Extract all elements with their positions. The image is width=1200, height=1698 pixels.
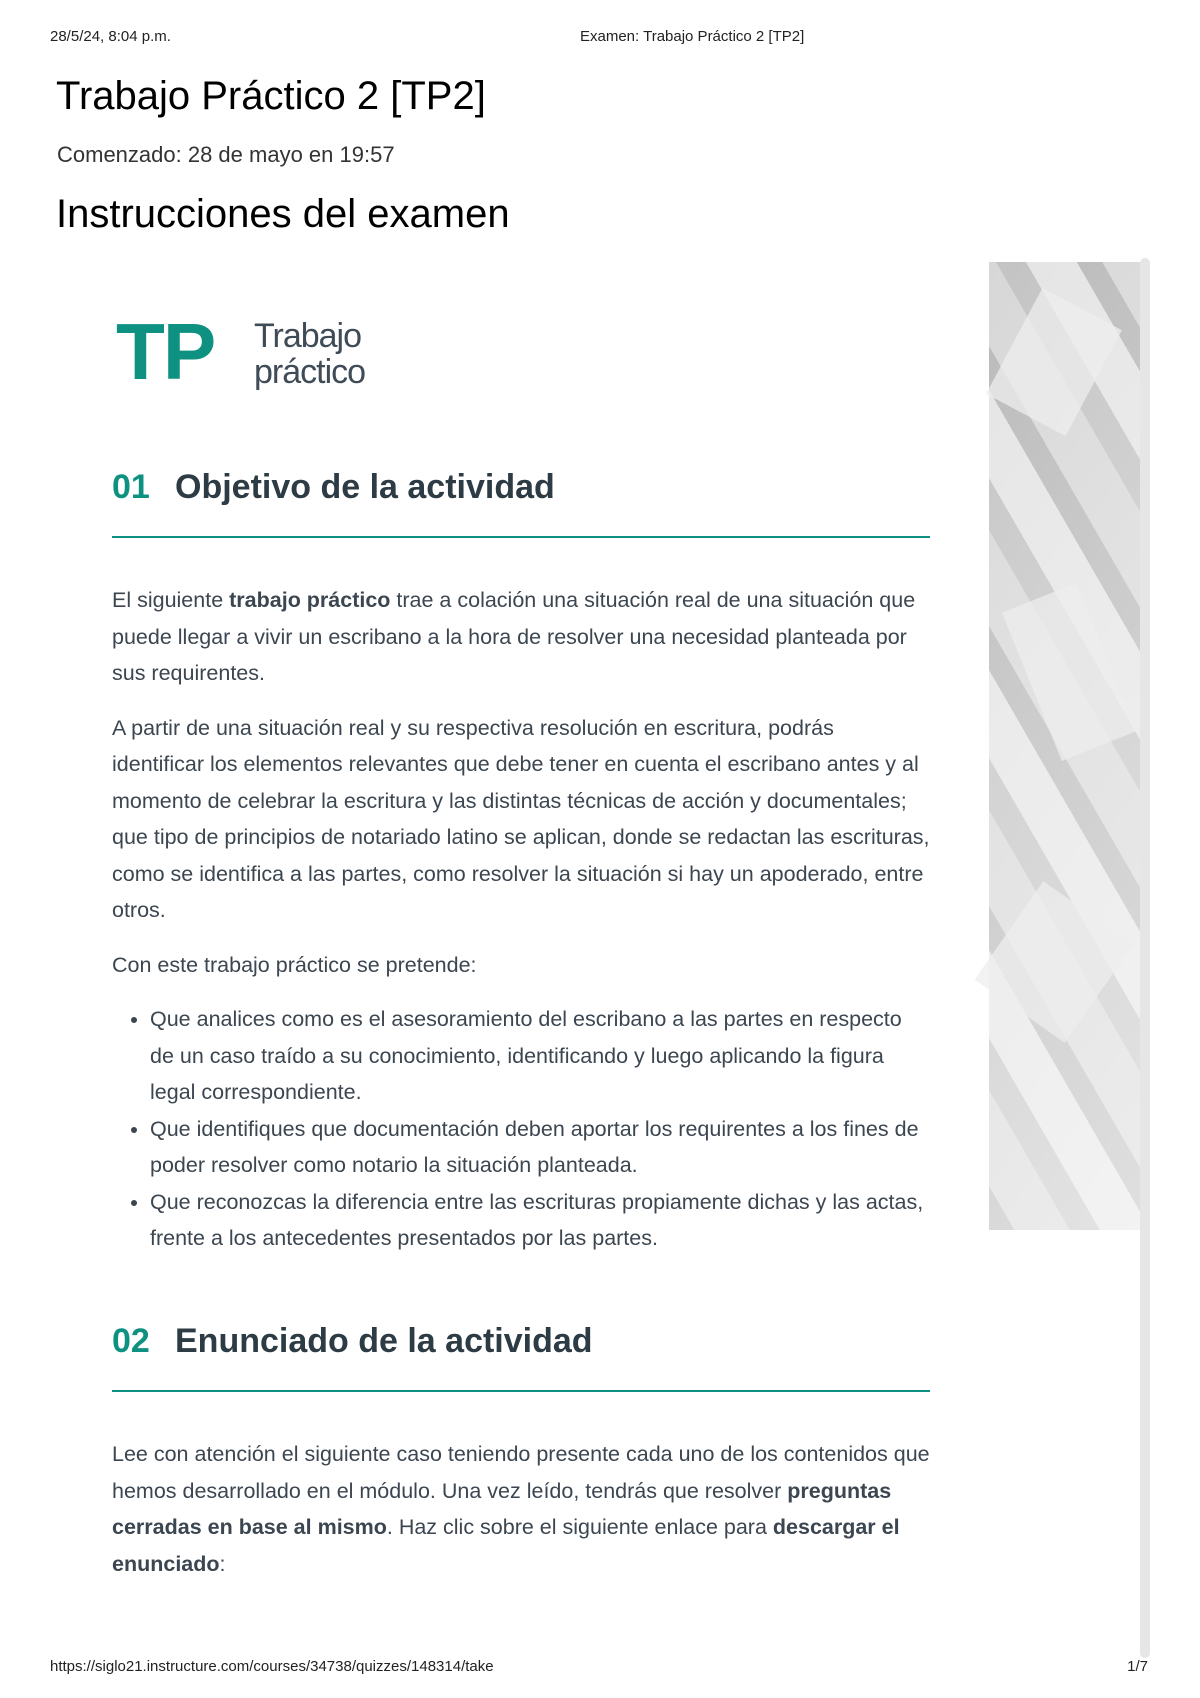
section-statement <box>112 1316 930 1582</box>
section-number: 02 <box>112 1322 150 1360</box>
print-header <box>50 28 1150 48</box>
decorative-side-image <box>989 262 1140 1230</box>
scrollbar[interactable] <box>1140 258 1150 1658</box>
list-item: • Que analices como es el asesoramiento del escribano a las partes en respecto de un caso traído a su conocimiento, identificando y luego aplicando la figura legal correspondiente. <box>150 1001 930 1111</box>
list-item: • Que reconozcas la diferencia entre las escrituras propiamente dichas y las actas, frente a los antecedentes presentados por las partes. <box>150 1184 930 1257</box>
started-timestamp: Comenzado: 28 de mayo en 19:57 <box>57 142 395 167</box>
instructions-heading: Instrucciones del examen <box>56 192 510 236</box>
section-title: Enunciado de la actividad <box>175 1322 593 1360</box>
section-title: Objetivo de la actividad <box>175 468 555 506</box>
print-date: 28/5/24, 8:04 p.m. <box>50 28 171 45</box>
section-number: 01 <box>112 468 150 506</box>
section-objective <box>112 462 930 1257</box>
list-item: • Que identifiques que documentación deben aportar los requirentes a los fines de poder resolver como notario la situación planteada. <box>150 1111 930 1184</box>
page-number: 1/7 <box>1127 1658 1148 1675</box>
objective-paragraph-1: El siguiente trabajo práctico trae a colación una situación real de una situación que puede llegar a vivir un escribano a la hora de resolver una necesidad planteada por sus requirentes. <box>112 588 916 685</box>
objective-list <box>112 1001 930 1257</box>
bold-text: preguntas cerradas en base al mismo <box>112 1478 892 1539</box>
side-image-shape <box>986 288 1122 436</box>
side-image-shape <box>1002 583 1136 761</box>
quiz-title: Trabajo Práctico 2 [TP2] <box>56 74 486 118</box>
page-url: https://siglo21.instructure.com/courses/34738/quizzes/148314/take <box>50 1658 494 1675</box>
section-header <box>112 462 930 538</box>
download-statement-link[interactable]: descargar el enunciado <box>112 1515 900 1576</box>
tp-logo-word-line1: Trabajo <box>254 317 362 355</box>
tp-logo-word-line2: práctico <box>254 353 366 391</box>
tp-logo-wordmark <box>254 318 365 390</box>
objective-paragraph-2: A partir de una situación real y su respectiva resolución en escritura, podrás identificar los elementos relevantes que debe tener en cuenta el escribano antes y al momento de celebrar la escritura y las distintas técnicas de acción y documentales; que tipo de principios de notariado latino se aplican, donde se redactan las escrituras, como se identifica a las partes, como resolver la situación si hay un apoderado, entre otros. <box>112 715 930 922</box>
bold-text: trabajo práctico <box>229 588 391 612</box>
tp-logo-mark: TP <box>116 307 215 396</box>
print-page-title: Examen: Trabajo Práctico 2 [TP2] <box>580 28 805 45</box>
side-image-shape <box>975 881 1134 1042</box>
statement-paragraph: Lee con atención el siguiente caso teniendo presente cada uno de los contenidos que hemos desarrollado en el módulo. Una vez leído, tendrás que resolver preguntas cerradas en base al mismo. Haz clic sobre el siguiente enlace para descargar el enunciado: <box>112 1442 930 1576</box>
section-header <box>112 1316 930 1392</box>
objective-paragraph-3: Con este trabajo práctico se pretende: <box>112 952 477 977</box>
